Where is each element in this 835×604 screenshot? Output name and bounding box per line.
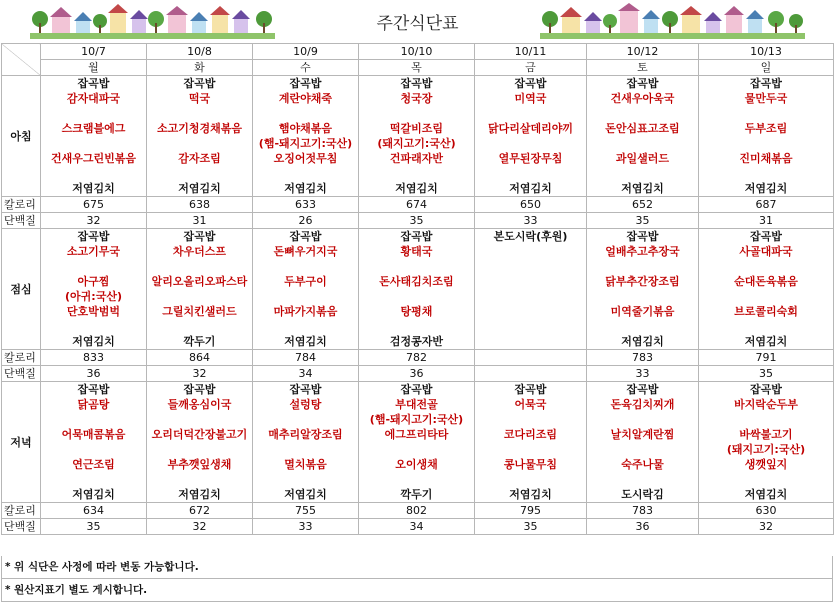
menu-row bbox=[2, 319, 834, 334]
date-row bbox=[2, 44, 834, 60]
menu-row bbox=[2, 76, 834, 92]
menu-row bbox=[2, 442, 834, 457]
weekday-cell: 목 bbox=[359, 60, 475, 76]
menu-item: 매추리알장조림 bbox=[253, 427, 359, 442]
calorie-label: 칼로리 bbox=[2, 503, 41, 519]
menu-row bbox=[2, 244, 834, 259]
menu-item: 생깻잎지 bbox=[699, 457, 834, 472]
menu-row bbox=[2, 487, 834, 503]
calorie-value: 791 bbox=[699, 350, 834, 366]
menu-item: 열무된장무침 bbox=[475, 151, 587, 166]
weekly-menu-table bbox=[1, 43, 834, 535]
menu-item: 부대전골 bbox=[359, 397, 475, 412]
menu-item: 잡곡밥 bbox=[253, 229, 359, 245]
menu-item: 잡곡밥 bbox=[147, 382, 253, 398]
menu-item bbox=[699, 136, 834, 151]
menu-item bbox=[587, 319, 699, 334]
calorie-value: 795 bbox=[475, 503, 587, 519]
menu-item: 돈사태김치조림 bbox=[359, 274, 475, 289]
protein-value: 33 bbox=[253, 519, 359, 535]
menu-row bbox=[2, 274, 834, 289]
menu-item: 잡곡밥 bbox=[475, 382, 587, 398]
menu-item: 부추깻잎생채 bbox=[147, 457, 253, 472]
page-header bbox=[0, 0, 835, 42]
menu-item: 에그프리타타 bbox=[359, 427, 475, 442]
menu-item bbox=[587, 289, 699, 304]
date-cell: 10/10 bbox=[359, 44, 475, 60]
protein-value: 35 bbox=[475, 519, 587, 535]
menu-row bbox=[2, 106, 834, 121]
menu-item: (아귀:국산) bbox=[41, 289, 147, 304]
menu-item: 떡국 bbox=[147, 91, 253, 106]
protein-value: 34 bbox=[253, 366, 359, 382]
menu-row bbox=[2, 334, 834, 350]
protein-value: 35 bbox=[587, 213, 699, 229]
menu-item bbox=[147, 472, 253, 487]
menu-item: 그릴치킨샐러드 bbox=[147, 304, 253, 319]
menu-item: 떡갈비조림 bbox=[359, 121, 475, 136]
menu-row bbox=[2, 304, 834, 319]
menu-item bbox=[147, 106, 253, 121]
menu-item bbox=[253, 442, 359, 457]
calorie-value bbox=[475, 350, 587, 366]
menu-row bbox=[2, 229, 834, 245]
menu-item: 얼배추고추장국 bbox=[587, 244, 699, 259]
calorie-value: 634 bbox=[41, 503, 147, 519]
protein-value: 33 bbox=[587, 366, 699, 382]
menu-item: 과일샐러드 bbox=[587, 151, 699, 166]
menu-item bbox=[253, 166, 359, 181]
menu-item bbox=[699, 259, 834, 274]
menu-row bbox=[2, 472, 834, 487]
menu-item: 어묵매콤볶음 bbox=[41, 427, 147, 442]
menu-item bbox=[475, 259, 587, 274]
protein-value: 35 bbox=[41, 519, 147, 535]
menu-item: 멸치볶음 bbox=[253, 457, 359, 472]
menu-item bbox=[587, 412, 699, 427]
menu-item bbox=[699, 289, 834, 304]
menu-item bbox=[475, 244, 587, 259]
menu-row bbox=[2, 181, 834, 197]
menu-item bbox=[359, 319, 475, 334]
protein-value: 34 bbox=[359, 519, 475, 535]
menu-item: 오리더덕간장불고기 bbox=[147, 427, 253, 442]
menu-item: 저염김치 bbox=[699, 181, 834, 197]
menu-item: 계란야채죽 bbox=[253, 91, 359, 106]
protein-value bbox=[475, 366, 587, 382]
menu-item: 잡곡밥 bbox=[587, 229, 699, 245]
menu-item: 도시락김 bbox=[587, 487, 699, 503]
note-origin: * 원산지표기 별도 게시합니다. bbox=[1, 579, 833, 602]
menu-item: 건파래자반 bbox=[359, 151, 475, 166]
menu-item: 잡곡밥 bbox=[587, 76, 699, 92]
menu-item: 두부조림 bbox=[699, 121, 834, 136]
menu-item: 돈뼈우거지국 bbox=[253, 244, 359, 259]
menu-item: 사골대파국 bbox=[699, 244, 834, 259]
menu-item: 저염김치 bbox=[253, 334, 359, 350]
village-illustration-right-icon bbox=[540, 3, 805, 39]
protein-value: 31 bbox=[699, 213, 834, 229]
menu-item bbox=[41, 259, 147, 274]
menu-item bbox=[253, 106, 359, 121]
menu-item: (돼지고기:국산) bbox=[359, 136, 475, 151]
menu-item bbox=[475, 289, 587, 304]
menu-item: 저염김치 bbox=[41, 487, 147, 503]
menu-item: 저염김치 bbox=[147, 181, 253, 197]
menu-item: 저염김치 bbox=[587, 334, 699, 350]
menu-row bbox=[2, 151, 834, 166]
menu-item: 코다리조림 bbox=[475, 427, 587, 442]
menu-item bbox=[475, 319, 587, 334]
menu-item: 어묵국 bbox=[475, 397, 587, 412]
menu-row bbox=[2, 382, 834, 398]
menu-row bbox=[2, 121, 834, 136]
menu-item: 저염김치 bbox=[253, 181, 359, 197]
menu-item: 잡곡밥 bbox=[699, 382, 834, 398]
menu-item bbox=[359, 472, 475, 487]
menu-item bbox=[475, 274, 587, 289]
menu-item: 아구찜 bbox=[41, 274, 147, 289]
calorie-value: 783 bbox=[587, 503, 699, 519]
menu-item bbox=[253, 412, 359, 427]
menu-item bbox=[475, 442, 587, 457]
menu-item: 저염김치 bbox=[699, 334, 834, 350]
calorie-value: 782 bbox=[359, 350, 475, 366]
menu-item: 저염김치 bbox=[475, 487, 587, 503]
calorie-value: 675 bbox=[41, 197, 147, 213]
menu-item bbox=[253, 259, 359, 274]
menu-item: 닭곰탕 bbox=[41, 397, 147, 412]
notes-section bbox=[1, 556, 833, 602]
protein-value: 36 bbox=[41, 366, 147, 382]
menu-item: 잡곡밥 bbox=[147, 76, 253, 92]
menu-item: 마파가지볶음 bbox=[253, 304, 359, 319]
menu-item: 저염김치 bbox=[475, 181, 587, 197]
calorie-value: 638 bbox=[147, 197, 253, 213]
weekday-cell: 일 bbox=[699, 60, 834, 76]
menu-item: 닭다리살데리야끼 bbox=[475, 121, 587, 136]
menu-item: 잡곡밥 bbox=[587, 382, 699, 398]
menu-item: 돈안심표고조림 bbox=[587, 121, 699, 136]
menu-item bbox=[359, 106, 475, 121]
menu-item: 잡곡밥 bbox=[41, 382, 147, 398]
menu-item: 소고기무국 bbox=[41, 244, 147, 259]
menu-item bbox=[41, 166, 147, 181]
menu-row bbox=[2, 91, 834, 106]
meal-label: 아침 bbox=[2, 76, 41, 197]
menu-item: 잡곡밥 bbox=[359, 382, 475, 398]
menu-item bbox=[41, 472, 147, 487]
menu-item: 숙주나물 bbox=[587, 457, 699, 472]
menu-item bbox=[699, 166, 834, 181]
menu-item: 햄야채볶음 bbox=[253, 121, 359, 136]
menu-item bbox=[699, 412, 834, 427]
weekday-cell: 금 bbox=[475, 60, 587, 76]
menu-item: 미역줄기볶음 bbox=[587, 304, 699, 319]
menu-item: 연근조림 bbox=[41, 457, 147, 472]
menu-item: 깍두기 bbox=[359, 487, 475, 503]
page-title: 주간식단표 bbox=[376, 14, 459, 34]
calorie-label: 칼로리 bbox=[2, 350, 41, 366]
menu-item bbox=[253, 472, 359, 487]
menu-item: 잡곡밥 bbox=[253, 382, 359, 398]
menu-item: 저염김치 bbox=[41, 181, 147, 197]
protein-value: 33 bbox=[475, 213, 587, 229]
calorie-value: 833 bbox=[41, 350, 147, 366]
menu-item bbox=[147, 136, 253, 151]
weekday-row bbox=[2, 60, 834, 76]
meal-label: 점심 bbox=[2, 229, 41, 350]
menu-item bbox=[147, 259, 253, 274]
menu-item: 본도시락(후원) bbox=[475, 229, 587, 245]
menu-item: 알리오올리오파스타 bbox=[147, 274, 253, 289]
menu-item bbox=[41, 412, 147, 427]
note-change: * 위 식단은 사정에 따라 변동 가능합니다. bbox=[1, 556, 833, 579]
menu-item: 바지락순두부 bbox=[699, 397, 834, 412]
menu-item bbox=[147, 289, 253, 304]
menu-item: (햄-돼지고기:국산) bbox=[359, 412, 475, 427]
protein-label: 단백질 bbox=[2, 519, 41, 535]
menu-item bbox=[587, 259, 699, 274]
menu-item: (햄-돼지고기:국산) bbox=[253, 136, 359, 151]
protein-row bbox=[2, 213, 834, 229]
menu-item: 들깨옹심이국 bbox=[147, 397, 253, 412]
date-cell: 10/12 bbox=[587, 44, 699, 60]
menu-item: 물만두국 bbox=[699, 91, 834, 106]
calorie-value: 687 bbox=[699, 197, 834, 213]
protein-row bbox=[2, 366, 834, 382]
menu-item bbox=[587, 166, 699, 181]
menu-item: 오이생채 bbox=[359, 457, 475, 472]
corner-cell bbox=[2, 44, 41, 76]
menu-item: 저염김치 bbox=[41, 334, 147, 350]
menu-row bbox=[2, 397, 834, 412]
menu-item bbox=[475, 472, 587, 487]
menu-row bbox=[2, 457, 834, 472]
menu-item: 저염김치 bbox=[359, 181, 475, 197]
date-cell: 10/11 bbox=[475, 44, 587, 60]
menu-item: 닭부추간장조림 bbox=[587, 274, 699, 289]
menu-item: 저염김치 bbox=[253, 487, 359, 503]
menu-item bbox=[359, 259, 475, 274]
menu-item bbox=[475, 106, 587, 121]
menu-row bbox=[2, 259, 834, 274]
menu-item bbox=[699, 319, 834, 334]
menu-item: 저염김치 bbox=[587, 181, 699, 197]
menu-item bbox=[147, 166, 253, 181]
menu-item: 잡곡밥 bbox=[475, 76, 587, 92]
calorie-value: 783 bbox=[587, 350, 699, 366]
calorie-value: 784 bbox=[253, 350, 359, 366]
menu-row bbox=[2, 427, 834, 442]
menu-item bbox=[587, 442, 699, 457]
menu-item: 브로콜리숙회 bbox=[699, 304, 834, 319]
protein-value: 32 bbox=[147, 366, 253, 382]
menu-item bbox=[41, 442, 147, 457]
menu-item: 잡곡밥 bbox=[359, 229, 475, 245]
menu-row bbox=[2, 166, 834, 181]
menu-item bbox=[147, 442, 253, 457]
menu-item: 감자조림 bbox=[147, 151, 253, 166]
calorie-value: 674 bbox=[359, 197, 475, 213]
calorie-value: 630 bbox=[699, 503, 834, 519]
menu-item: 청국장 bbox=[359, 91, 475, 106]
menu-item: 두부구이 bbox=[253, 274, 359, 289]
menu-item bbox=[253, 289, 359, 304]
weekday-cell: 월 bbox=[41, 60, 147, 76]
menu-item bbox=[587, 136, 699, 151]
menu-item bbox=[41, 319, 147, 334]
menu-item bbox=[587, 472, 699, 487]
protein-label: 단백질 bbox=[2, 213, 41, 229]
menu-item bbox=[359, 289, 475, 304]
calorie-value: 864 bbox=[147, 350, 253, 366]
menu-item: 순대돈육볶음 bbox=[699, 274, 834, 289]
menu-item bbox=[699, 472, 834, 487]
menu-item: 잡곡밥 bbox=[699, 229, 834, 245]
menu-item bbox=[41, 106, 147, 121]
menu-item: 황태국 bbox=[359, 244, 475, 259]
menu-item: 건새우아욱국 bbox=[587, 91, 699, 106]
protein-label: 단백질 bbox=[2, 366, 41, 382]
menu-item: 돈육김치찌개 bbox=[587, 397, 699, 412]
date-cell: 10/9 bbox=[253, 44, 359, 60]
menu-item: 소고기청경채볶음 bbox=[147, 121, 253, 136]
menu-item: 깍두기 bbox=[147, 334, 253, 350]
weekday-cell: 수 bbox=[253, 60, 359, 76]
menu-item: 잡곡밥 bbox=[41, 76, 147, 92]
menu-item: 단호박범벅 bbox=[41, 304, 147, 319]
protein-value: 31 bbox=[147, 213, 253, 229]
menu-item bbox=[475, 412, 587, 427]
menu-item: 탕평채 bbox=[359, 304, 475, 319]
weekday-cell: 토 bbox=[587, 60, 699, 76]
calorie-value: 652 bbox=[587, 197, 699, 213]
menu-item bbox=[475, 136, 587, 151]
menu-item: 검정콩자반 bbox=[359, 334, 475, 350]
menu-item bbox=[475, 166, 587, 181]
menu-row bbox=[2, 289, 834, 304]
menu-item: 스크램블에그 bbox=[41, 121, 147, 136]
menu-item: 건새우그린빈볶음 bbox=[41, 151, 147, 166]
protein-value: 32 bbox=[41, 213, 147, 229]
calorie-row bbox=[2, 350, 834, 366]
menu-item: 잡곡밥 bbox=[359, 76, 475, 92]
protein-value: 32 bbox=[147, 519, 253, 535]
menu-row bbox=[2, 412, 834, 427]
calorie-row bbox=[2, 197, 834, 213]
calorie-value: 755 bbox=[253, 503, 359, 519]
protein-row bbox=[2, 519, 834, 535]
menu-item: 날치알계란찜 bbox=[587, 427, 699, 442]
calorie-value: 802 bbox=[359, 503, 475, 519]
menu-row bbox=[2, 136, 834, 151]
menu-item bbox=[587, 106, 699, 121]
menu-item bbox=[147, 319, 253, 334]
menu-item: 진미채볶음 bbox=[699, 151, 834, 166]
calorie-value: 650 bbox=[475, 197, 587, 213]
menu-item: 잡곡밥 bbox=[147, 229, 253, 245]
calorie-value: 633 bbox=[253, 197, 359, 213]
calorie-row bbox=[2, 503, 834, 519]
date-cell: 10/8 bbox=[147, 44, 253, 60]
menu-item: 바싹불고기 bbox=[699, 427, 834, 442]
date-cell: 10/13 bbox=[699, 44, 834, 60]
menu-item bbox=[475, 334, 587, 350]
calorie-label: 칼로리 bbox=[2, 197, 41, 213]
protein-value: 35 bbox=[699, 366, 834, 382]
menu-item: (돼지고기:국산) bbox=[699, 442, 834, 457]
menu-item bbox=[359, 442, 475, 457]
menu-item: 저염김치 bbox=[147, 487, 253, 503]
menu-item bbox=[253, 319, 359, 334]
menu-item: 저염김치 bbox=[699, 487, 834, 503]
menu-item: 잡곡밥 bbox=[41, 229, 147, 245]
protein-value: 35 bbox=[359, 213, 475, 229]
menu-item bbox=[41, 136, 147, 151]
protein-value: 36 bbox=[587, 519, 699, 535]
menu-item bbox=[359, 166, 475, 181]
date-cell: 10/7 bbox=[41, 44, 147, 60]
menu-item: 콩나물무침 bbox=[475, 457, 587, 472]
menu-item: 잡곡밥 bbox=[699, 76, 834, 92]
menu-item bbox=[147, 412, 253, 427]
menu-item bbox=[699, 106, 834, 121]
calorie-value: 672 bbox=[147, 503, 253, 519]
protein-value: 36 bbox=[359, 366, 475, 382]
menu-item: 감자대파국 bbox=[41, 91, 147, 106]
meal-label: 저녁 bbox=[2, 382, 41, 503]
menu-item: 차우더스프 bbox=[147, 244, 253, 259]
weekday-cell: 화 bbox=[147, 60, 253, 76]
menu-item: 오징어젓무침 bbox=[253, 151, 359, 166]
protein-value: 32 bbox=[699, 519, 834, 535]
menu-item: 설렁탕 bbox=[253, 397, 359, 412]
protein-value: 26 bbox=[253, 213, 359, 229]
menu-item bbox=[475, 304, 587, 319]
menu-item: 미역국 bbox=[475, 91, 587, 106]
menu-item: 잡곡밥 bbox=[253, 76, 359, 92]
